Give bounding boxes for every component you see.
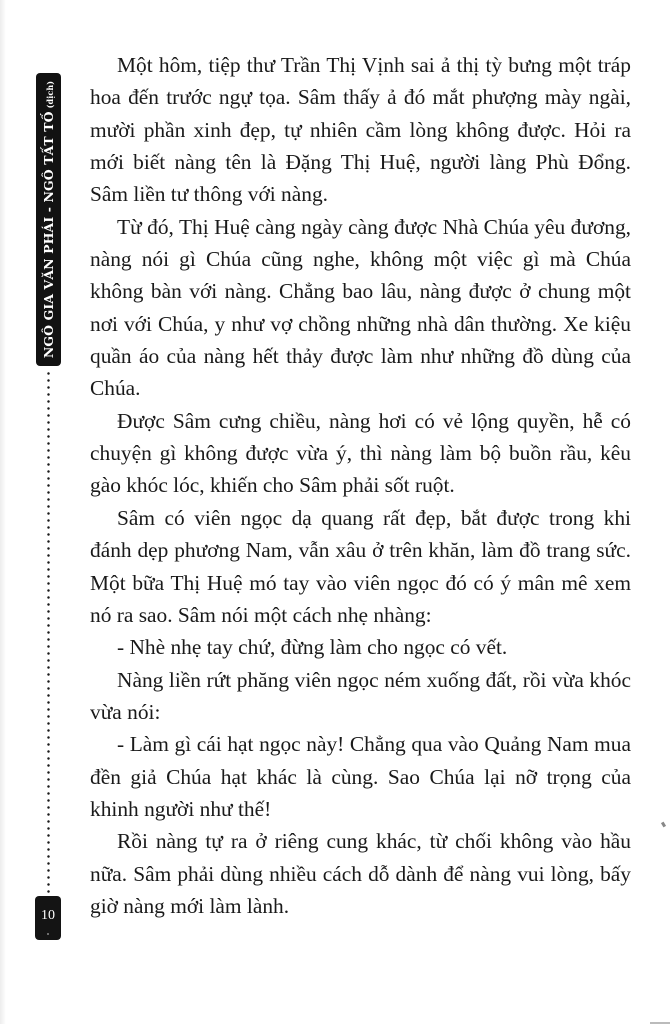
running-head-tab	[36, 73, 61, 366]
paragraph: Nàng liền rứt phăng viên ngọc ném xuống đất, rồi vừa khóc vừa nói:	[90, 667, 631, 724]
dialogue-line: - Nhè nhẹ tay chứ, đừng làm cho ngọc có vết.	[117, 635, 508, 660]
page-gutter-shadow	[0, 0, 6, 1024]
body-text	[90, 49, 631, 922]
paragraph: Được Sâm cưng chiều, nàng hơi có vẻ lộng quyền, hễ có chuyện gì không được vừa ý, thì nàng làm bộ buồn rầu, kêu gào khóc lóc, khiến cho Sâm phải sốt ruột.	[90, 408, 631, 498]
paragraph: Rồi nàng tự ra ở riêng cung khác, từ chối không vào hầu nữa. Sâm phải dùng nhiều cách dỗ dành để nàng vui lòng, bấy giờ nàng mới làm lành.	[90, 829, 631, 918]
page-number: 10	[41, 908, 55, 923]
dialogue-line: - Làm gì cái hạt ngọc này! Chẳng qua vào Quảng Nam mua đền giả Chúa hạt khác là cùng. Sao Chúa lại nỡ trọng của khinh người như thế!	[90, 732, 631, 821]
paragraph: Một hôm, tiệp thư Trần Thị Vịnh sai ả thị tỳ bưng một tráp hoa đến trước ngự tọa. Sâm thấy ả đó mắt phượng mày ngài, mười phần xinh đẹp, tự nhiên cầm lòng không được. Hỏi ra mới biết nàng tên là Đặng Thị Huệ, người làng Phù Đổng. Sâm liền tư thông với nàng.	[90, 53, 631, 207]
paragraph: Sâm có viên ngọc dạ quang rất đẹp, bắt được trong khi đánh dẹp phương Nam, vẫn xâu ở trên khăn, làm đồ trang sức. Một bữa Thị Huệ mó tay vào viên ngọc đó có ý mân mê xem nó ra sao. Sâm nói một cách nhẹ nhàng:	[90, 505, 631, 627]
running-head-title: NGÔ GIA VĂN PHÁI - NGÔ TẤT TỐ	[41, 111, 57, 359]
paragraph: Từ đó, Thị Huệ càng ngày càng được Nhà Chúa yêu đương, nàng nói gì Chúa cũng nghe, không một việc gì mà Chúa không bàn với nàng. Chẳng bao lâu, nàng được ở chung một nơi với Chúa, y như vợ chồng những nhà dân thường. Xe kiệu quần áo của nàng hết thảy được làm như những đồ dùng của Chúa.	[90, 214, 631, 401]
page-number-tab	[35, 896, 61, 940]
running-head	[41, 81, 56, 358]
scan-speck	[661, 822, 666, 828]
folio-dot	[47, 933, 49, 935]
dotted-divider	[47, 370, 50, 900]
running-head-suffix: (dịch)	[45, 80, 56, 109]
